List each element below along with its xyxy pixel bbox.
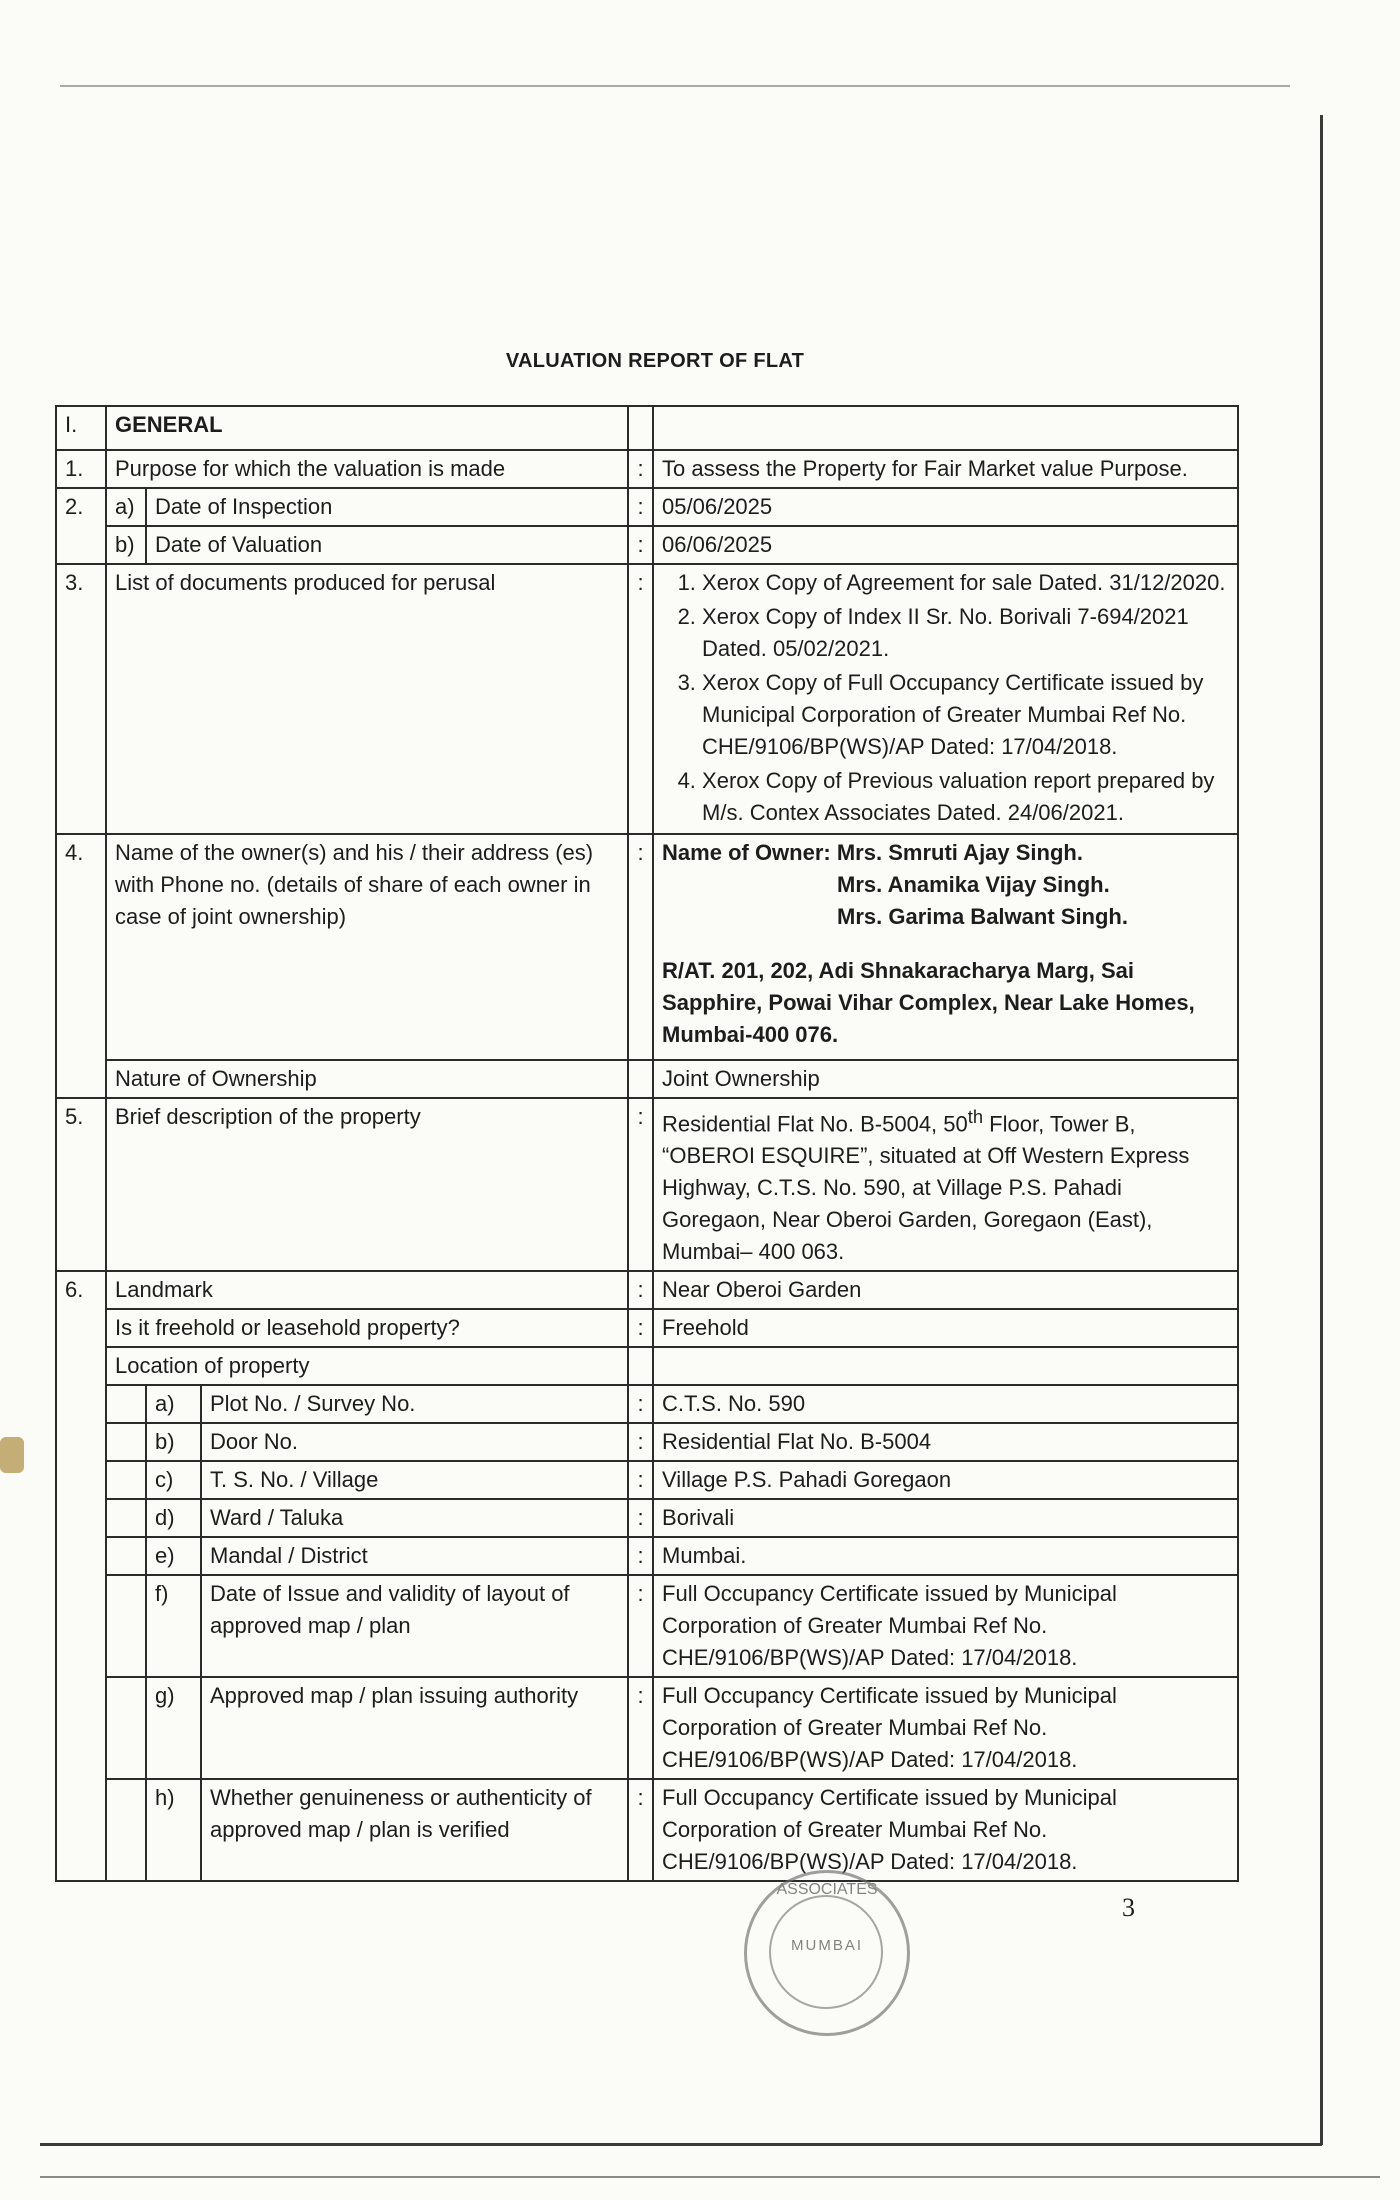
ward-row <box>56 1499 1238 1537</box>
colon: : <box>628 1098 653 1271</box>
freehold-row <box>56 1309 1238 1347</box>
right-border-rule <box>1320 115 1323 2145</box>
sub-label: g) <box>146 1677 201 1779</box>
row-pad <box>106 1385 146 1423</box>
sub-label: d) <box>146 1499 201 1537</box>
authority-row <box>56 1677 1238 1779</box>
description-value: Residential Flat No. B-5004, 50th Floor, Tower B, “OBEROI ESQUIRE”, situated at Off Western Express Highway, C.T.S. No. 590, at Village P.S. Pahadi Goregaon, Near Oberoi Garden, Goregaon (East), Mumbai– 400 063. <box>653 1098 1238 1271</box>
location-row <box>56 1347 1238 1385</box>
colon: : <box>628 488 653 526</box>
row-pad <box>106 1677 146 1779</box>
row-num: 2. <box>56 488 106 564</box>
page-number: 3 <box>1122 1893 1135 1922</box>
row-pad <box>106 1779 146 1881</box>
owner-name-1: Mrs. Smruti Ajay Singh. <box>836 840 1083 865</box>
colon: : <box>628 564 653 834</box>
sub-label: f) <box>146 1575 201 1677</box>
owner-row <box>56 834 1238 1060</box>
document-item: 4. Xerox Copy of Previous valuation report prepared by M/s. Contex Associates Dated. 24/06/2021. <box>702 765 1229 829</box>
authority-label: Approved map / plan issuing authority <box>201 1677 628 1779</box>
document-item: 1. Xerox Copy of Agreement for sale Dated. 31/12/2020. <box>702 567 1229 599</box>
documents-list <box>662 567 1229 829</box>
colon: : <box>628 526 653 564</box>
sub-label: b) <box>146 1423 201 1461</box>
row-pad <box>106 1575 146 1677</box>
mandal-value: Mumbai. <box>653 1537 1238 1575</box>
colon: : <box>628 450 653 488</box>
ownership-row <box>56 1060 1238 1098</box>
landmark-row <box>56 1271 1238 1309</box>
owner-label: Name of the owner(s) and his / their address (es) with Phone no. (details of share of each owner in case of joint ownership) <box>106 834 628 1060</box>
document-item: 2. Xerox Copy of Index II Sr. No. Borivali 7-694/2021 Dated. 05/02/2021. <box>702 601 1229 665</box>
colon: : <box>628 1779 653 1881</box>
authority-value: Full Occupancy Certificate issued by Municipal Corporation of Greater Mumbai Ref No. CHE/9106/BP(WS)/AP Dated: 17/04/2018. <box>653 1677 1238 1779</box>
colon: : <box>628 1461 653 1499</box>
row-pad <box>106 1423 146 1461</box>
sub-label: b) <box>106 526 146 564</box>
door-row <box>56 1423 1238 1461</box>
stamp-text: MUMBAI <box>791 1937 863 1954</box>
description-label: Brief description of the property <box>106 1098 628 1271</box>
ts-row <box>56 1461 1238 1499</box>
colon: : <box>628 1499 653 1537</box>
colon: : <box>628 1385 653 1423</box>
sub-label: h) <box>146 1779 201 1881</box>
sub-label: a) <box>106 488 146 526</box>
freehold-label: Is it freehold or leasehold property? <box>106 1309 628 1347</box>
colon: : <box>628 1271 653 1309</box>
inspection-label: Date of Inspection <box>146 488 628 526</box>
mandal-label: Mandal / District <box>201 1537 628 1575</box>
colon: : <box>628 1575 653 1677</box>
row-pad <box>106 1461 146 1499</box>
colon: : <box>628 1537 653 1575</box>
sub-label: c) <box>146 1461 201 1499</box>
location-label: Location of property <box>106 1347 628 1385</box>
purpose-label: Purpose for which the valuation is made <box>106 450 628 488</box>
owner-address: R/AT. 201, 202, Adi Shnakaracharya Marg, Sai Sapphire, Powai Vihar Complex, Near Lake Homes, Mumbai-400 076. <box>662 958 1195 1047</box>
colon: : <box>628 1677 653 1779</box>
ward-label: Ward / Taluka <box>201 1499 628 1537</box>
row-num: 4. <box>56 834 106 1098</box>
ward-value: Borivali <box>653 1499 1238 1537</box>
ownership-value: Joint Ownership <box>653 1060 1238 1098</box>
binder-clip <box>0 1437 24 1473</box>
document-item: 3. Xerox Copy of Full Occupancy Certificate issued by Municipal Corporation of Greater Mumbai Ref No. CHE/9106/BP(WS)/AP Dated: 17/04/2018. <box>702 667 1229 763</box>
ts-value: Village P.S. Pahadi Goregaon <box>653 1461 1238 1499</box>
plot-row <box>56 1385 1238 1423</box>
top-scan-line <box>60 85 1290 87</box>
documents-label: List of documents produced for perusal <box>106 564 628 834</box>
row-pad <box>106 1537 146 1575</box>
documents-row <box>56 564 1238 834</box>
purpose-row <box>56 450 1238 488</box>
documents-list-cell <box>653 564 1238 834</box>
row-num: 1. <box>56 450 106 488</box>
stamp-arc-text: ASSOCIATES <box>776 1881 878 1898</box>
door-label: Door No. <box>201 1423 628 1461</box>
mandal-row <box>56 1537 1238 1575</box>
owner-name-3: Mrs. Garima Balwant Singh. <box>837 904 1128 929</box>
row-num: 3. <box>56 564 106 834</box>
section-header-row <box>56 406 1238 450</box>
valuation-table <box>55 405 1239 1882</box>
ts-label: T. S. No. / Village <box>201 1461 628 1499</box>
ownership-label: Nature of Ownership <box>106 1060 628 1098</box>
purpose-value: To assess the Property for Fair Market value Purpose. <box>653 450 1238 488</box>
sub-label: e) <box>146 1537 201 1575</box>
colon: : <box>628 1423 653 1461</box>
bottom-border-rule <box>40 2143 1322 2146</box>
issue-row <box>56 1575 1238 1677</box>
company-seal-stamp <box>744 1870 910 2036</box>
valuation-label: Date of Valuation <box>146 526 628 564</box>
owner-name-2: Mrs. Anamika Vijay Singh. <box>837 872 1110 897</box>
colon: : <box>628 1309 653 1347</box>
landmark-label: Landmark <box>106 1271 628 1309</box>
inspection-date-row <box>56 488 1238 526</box>
owner-details <box>653 834 1238 1060</box>
valuation-date-row <box>56 526 1238 564</box>
owner-prefix: Name of Owner: <box>662 840 831 865</box>
report-title: VALUATION REPORT OF FLAT <box>505 350 805 372</box>
freehold-value: Freehold <box>653 1309 1238 1347</box>
description-row <box>56 1098 1238 1271</box>
plot-label: Plot No. / Survey No. <box>201 1385 628 1423</box>
plot-value: C.T.S. No. 590 <box>653 1385 1238 1423</box>
row-num: 5. <box>56 1098 106 1271</box>
colon: : <box>628 834 653 1060</box>
genuineness-label: Whether genuineness or authenticity of approved map / plan is verified <box>201 1779 628 1881</box>
bottom-edge-line <box>40 2176 1380 2178</box>
row-num: 6. <box>56 1271 106 1881</box>
sub-label: a) <box>146 1385 201 1423</box>
landmark-value: Near Oberoi Garden <box>653 1271 1238 1309</box>
section-label: GENERAL <box>106 406 628 450</box>
genuineness-row <box>56 1779 1238 1881</box>
issue-value: Full Occupancy Certificate issued by Municipal Corporation of Greater Mumbai Ref No. CHE/9106/BP(WS)/AP Dated: 17/04/2018. <box>653 1575 1238 1677</box>
valuation-date-value: 06/06/2025 <box>653 526 1238 564</box>
inspection-date-value: 05/06/2025 <box>653 488 1238 526</box>
genuineness-value: Full Occupancy Certificate issued by Municipal Corporation of Greater Mumbai Ref No. CHE/9106/BP(WS)/AP Dated: 17/04/2018. <box>653 1779 1238 1881</box>
section-num: I. <box>56 406 106 450</box>
door-value: Residential Flat No. B-5004 <box>653 1423 1238 1461</box>
issue-label: Date of Issue and validity of layout of approved map / plan <box>201 1575 628 1677</box>
row-pad <box>106 1499 146 1537</box>
